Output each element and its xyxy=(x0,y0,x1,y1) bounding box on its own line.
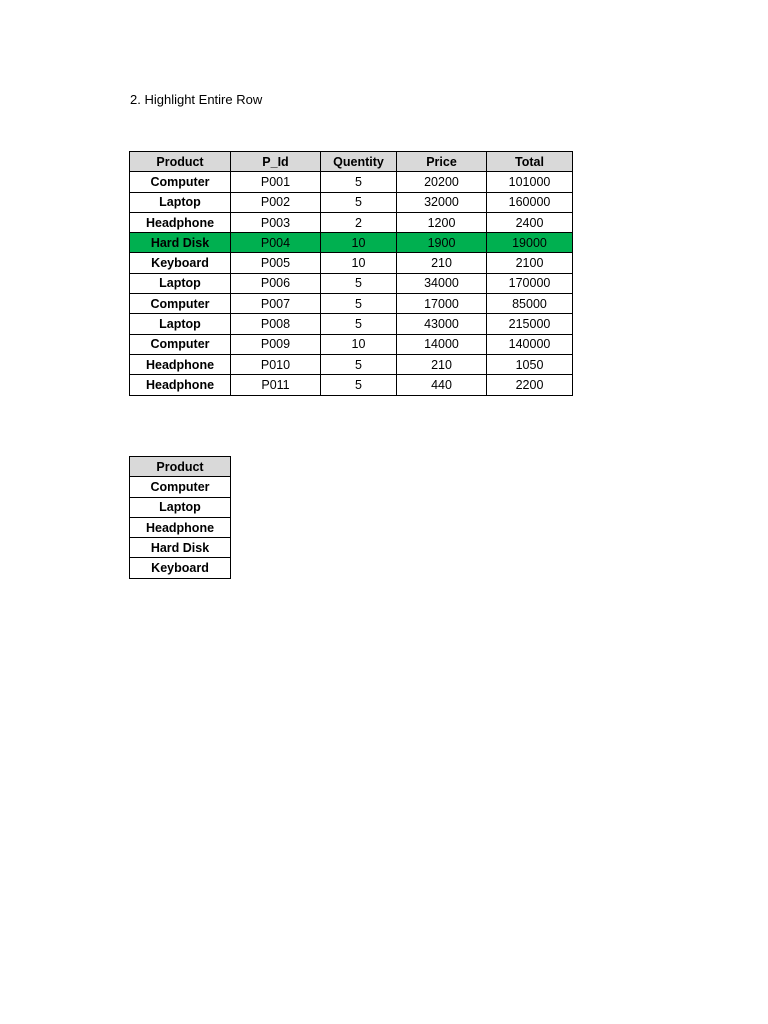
list-item xyxy=(130,538,231,558)
total-cell: 85000 xyxy=(487,294,573,314)
total-cell: 1050 xyxy=(487,354,573,374)
quantity-cell: 5 xyxy=(321,375,397,395)
quantity-cell: 10 xyxy=(321,253,397,273)
table-row xyxy=(130,314,573,334)
product-cell: Laptop xyxy=(130,273,231,293)
p-id-cell: P008 xyxy=(231,314,321,334)
table-row xyxy=(130,273,573,293)
p-id-cell: P005 xyxy=(231,253,321,273)
column-header-quantity: Quentity xyxy=(321,152,397,172)
product-cell: Computer xyxy=(130,294,231,314)
p-id-cell: P003 xyxy=(231,212,321,232)
total-cell: 140000 xyxy=(487,334,573,354)
price-cell: 43000 xyxy=(397,314,487,334)
table-row xyxy=(130,192,573,212)
list-item xyxy=(130,558,231,578)
product-list-table xyxy=(129,456,231,579)
column-header-product: Product xyxy=(130,152,231,172)
table-row xyxy=(130,354,573,374)
list-item xyxy=(130,477,231,497)
price-cell: 210 xyxy=(397,354,487,374)
product-cell: Headphone xyxy=(130,212,231,232)
quantity-cell: 5 xyxy=(321,192,397,212)
product-list-header: Product xyxy=(130,457,231,477)
column-header-price: Price xyxy=(397,152,487,172)
p-id-cell: P002 xyxy=(231,192,321,212)
quantity-cell: 10 xyxy=(321,334,397,354)
total-cell: 160000 xyxy=(487,192,573,212)
price-cell: 1900 xyxy=(397,233,487,253)
column-header-p-id: P_Id xyxy=(231,152,321,172)
table-row xyxy=(130,294,573,314)
table-body xyxy=(130,172,573,395)
quantity-cell: 5 xyxy=(321,314,397,334)
product-cell: Keyboard xyxy=(130,253,231,273)
p-id-cell: P001 xyxy=(231,172,321,192)
list-item xyxy=(130,497,231,517)
table-row xyxy=(130,172,573,192)
table-row xyxy=(130,212,573,232)
table-row xyxy=(130,375,573,395)
price-cell: 14000 xyxy=(397,334,487,354)
column-header-total: Total xyxy=(487,152,573,172)
table-row xyxy=(130,253,573,273)
p-id-cell: P009 xyxy=(231,334,321,354)
total-cell: 2400 xyxy=(487,212,573,232)
product-list-cell: Headphone xyxy=(130,517,231,537)
table-header-row xyxy=(130,152,573,172)
table-row xyxy=(130,334,573,354)
price-cell: 20200 xyxy=(397,172,487,192)
price-cell: 32000 xyxy=(397,192,487,212)
price-cell: 440 xyxy=(397,375,487,395)
product-cell: Laptop xyxy=(130,192,231,212)
quantity-cell: 5 xyxy=(321,273,397,293)
quantity-cell: 5 xyxy=(321,294,397,314)
total-cell: 101000 xyxy=(487,172,573,192)
data-table xyxy=(129,151,573,396)
total-cell: 2200 xyxy=(487,375,573,395)
p-id-cell: P011 xyxy=(231,375,321,395)
p-id-cell: P004 xyxy=(231,233,321,253)
product-cell: Laptop xyxy=(130,314,231,334)
product-list-cell: Laptop xyxy=(130,497,231,517)
product-list-header-row xyxy=(130,457,231,477)
quantity-cell: 2 xyxy=(321,212,397,232)
total-cell: 19000 xyxy=(487,233,573,253)
price-cell: 34000 xyxy=(397,273,487,293)
quantity-cell: 10 xyxy=(321,233,397,253)
product-list-cell: Computer xyxy=(130,477,231,497)
price-cell: 210 xyxy=(397,253,487,273)
list-item xyxy=(130,517,231,537)
product-cell: Computer xyxy=(130,334,231,354)
total-cell: 170000 xyxy=(487,273,573,293)
quantity-cell: 5 xyxy=(321,354,397,374)
product-list-cell: Keyboard xyxy=(130,558,231,578)
price-cell: 1200 xyxy=(397,212,487,232)
product-list-body xyxy=(130,477,231,578)
total-cell: 2100 xyxy=(487,253,573,273)
price-cell: 17000 xyxy=(397,294,487,314)
product-cell: Computer xyxy=(130,172,231,192)
table-row-highlighted xyxy=(130,233,573,253)
page-heading: 2. Highlight Entire Row xyxy=(130,92,263,107)
quantity-cell: 5 xyxy=(321,172,397,192)
p-id-cell: P006 xyxy=(231,273,321,293)
total-cell: 215000 xyxy=(487,314,573,334)
product-cell: Headphone xyxy=(130,375,231,395)
product-cell: Headphone xyxy=(130,354,231,374)
product-list-cell: Hard Disk xyxy=(130,538,231,558)
p-id-cell: P010 xyxy=(231,354,321,374)
product-cell: Hard Disk xyxy=(130,233,231,253)
p-id-cell: P007 xyxy=(231,294,321,314)
